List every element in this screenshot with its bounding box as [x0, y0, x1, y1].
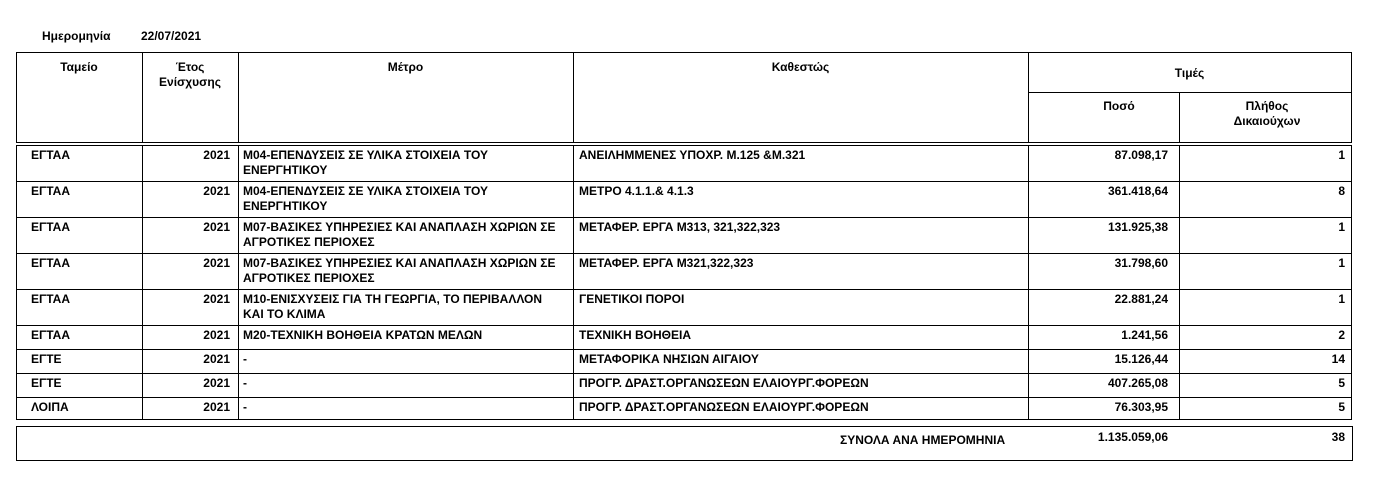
row-6-measure: Μ20-ΤΕΧΝΙΚΗ ΒΟΗΘΕΙΑ ΚΡΑΤΩΝ ΜΕΛΩΝ	[243, 328, 483, 342]
row-8-amount: 407.265,08	[1107, 376, 1168, 390]
row-5-measure: Μ10-ΕΝΙΣΧΥΣΕΙΣ ΓΙΑ ΤΗ ΓΕΩΡΓΙΑ, ΤΟ ΠΕΡΙΒΑΛΛΟΝ ΚΑΙ ΤΟ ΚΛΙΜΑ	[243, 292, 543, 321]
row-6-year: 2021	[203, 328, 230, 342]
header-beneficiaries: Πλήθος Δικαιούχων	[1233, 99, 1301, 128]
row-3-measure: Μ07-ΒΑΣΙΚΕΣ ΥΠΗΡΕΣΙΕΣ ΚΑΙ ΑΝΑΠΛΑΣΗ ΧΩΡΙΩΝ ΣΕ ΑΓΡΟΤΙΚΕΣ ΠΕΡΙΟΧΕΣ	[243, 220, 556, 249]
row-8-year: 2021	[203, 376, 230, 390]
row-5-fund: ΕΓΤΑΑ	[31, 292, 70, 306]
row-5-status: ΓΕΝΕΤΙΚΟΙ ΠΟΡΟΙ	[579, 292, 685, 306]
row-9-amount: 76.303,95	[1114, 400, 1168, 414]
row-2-beneficiaries: 8	[1338, 184, 1345, 198]
row-3-fund: ΕΓΤΑΑ	[31, 220, 70, 234]
row-2-measure: Μ04-ΕΠΕΝΔΥΣΕΙΣ ΣΕ ΥΛΙΚΑ ΣΤΟΙΧΕΙΑ ΤΟΥ ΕΝΕΡΓΗΤΙΚΟΥ	[243, 184, 488, 213]
header-year: Έτος Ενίσχυσης	[159, 60, 221, 89]
row-9-fund: ΛΟΙΠΑ	[31, 400, 69, 414]
row-1-beneficiaries: 1	[1338, 148, 1345, 162]
totals-amount: 1.135.059,06	[1097, 430, 1168, 444]
row-4-fund: ΕΓΤΑΑ	[31, 256, 70, 270]
row-4-year: 2021	[203, 256, 230, 270]
row-9-measure: -	[243, 400, 247, 414]
header-amount: Ποσό	[1103, 99, 1135, 113]
row-3-amount: 131.925,38	[1107, 220, 1168, 234]
totals-beneficiaries: 38	[1331, 430, 1345, 444]
row-4-measure: Μ07-ΒΑΣΙΚΕΣ ΥΠΗΡΕΣΙΕΣ ΚΑΙ ΑΝΑΠΛΑΣΗ ΧΩΡΙΩΝ ΣΕ ΑΓΡΟΤΙΚΕΣ ΠΕΡΙΟΧΕΣ	[243, 256, 556, 285]
row-2-fund: ΕΓΤΑΑ	[31, 184, 70, 198]
header-values-group: Τιμές	[1174, 66, 1205, 80]
row-7-year: 2021	[203, 352, 230, 366]
date-label: Ημερομηνία	[42, 29, 111, 43]
row-9-status: ΠΡΟΓΡ. ΔΡΑΣΤ.ΟΡΓΑΝΩΣΕΩΝ ΕΛΑΙΟΥΡΓ.ΦΟΡΕΩΝ	[579, 400, 869, 414]
row-2-amount: 361.418,64	[1107, 184, 1168, 198]
row-2-status: ΜΕΤΡΟ 4.1.1.& 4.1.3	[579, 184, 694, 198]
header-fund: Ταμείο	[60, 60, 98, 74]
row-3-status: ΜΕΤΑΦΕΡ. ΕΡΓΑ Μ313, 321,322,323	[579, 220, 781, 234]
row-1-year: 2021	[203, 148, 230, 162]
row-7-measure: -	[243, 352, 247, 366]
row-7-amount: 15.126,44	[1114, 352, 1168, 366]
row-9-beneficiaries: 5	[1338, 400, 1345, 414]
header-measure: Μέτρο	[387, 60, 424, 74]
row-4-status: ΜΕΤΑΦΕΡ. ΕΡΓΑ Μ321,322,323	[579, 256, 754, 270]
row-5-amount: 22.881,24	[1114, 292, 1168, 306]
row-6-status: ΤΕΧΝΙΚΗ ΒΟΗΘΕΙΑ	[579, 328, 692, 342]
row-7-beneficiaries: 14	[1331, 352, 1345, 366]
row-2-year: 2021	[203, 184, 230, 198]
row-8-status: ΠΡΟΓΡ. ΔΡΑΣΤ.ΟΡΓΑΝΩΣΕΩΝ ΕΛΑΙΟΥΡΓ.ΦΟΡΕΩΝ	[579, 376, 869, 390]
row-4-amount: 31.798,60	[1114, 256, 1168, 270]
row-8-fund: ΕΓΤΕ	[31, 376, 62, 390]
date-value: 22/07/2021	[141, 29, 202, 43]
row-1-amount: 87.098,17	[1114, 148, 1168, 162]
header-status: Καθεστώς	[771, 60, 830, 74]
row-6-beneficiaries: 2	[1338, 328, 1345, 342]
row-9-year: 2021	[203, 400, 230, 414]
row-1-measure: Μ04-ΕΠΕΝΔΥΣΕΙΣ ΣΕ ΥΛΙΚΑ ΣΤΟΙΧΕΙΑ ΤΟΥ ΕΝΕΡΓΗΤΙΚΟΥ	[243, 148, 488, 177]
row-1-status: ΑΝΕΙΛΗΜΜΕΝΕΣ ΥΠΟΧΡ. Μ.125 &Μ.321	[579, 148, 806, 162]
row-5-year: 2021	[203, 292, 230, 306]
totals-label: ΣΥΝΟΛΑ ΑΝΑ ΗΜΕΡΟΜΗΝΙΑ	[840, 433, 1006, 447]
row-1-fund: ΕΓΤΑΑ	[31, 148, 70, 162]
row-7-status: ΜΕΤΑΦΟΡΙΚΑ ΝΗΣΙΩΝ ΑΙΓΑΙΟΥ	[579, 352, 759, 366]
row-6-amount: 1.241,56	[1121, 328, 1168, 342]
row-8-beneficiaries: 5	[1338, 376, 1345, 390]
row-3-beneficiaries: 1	[1338, 220, 1345, 234]
row-4-beneficiaries: 1	[1338, 256, 1345, 270]
row-7-fund: ΕΓΤΕ	[31, 352, 62, 366]
row-6-fund: ΕΓΤΑΑ	[31, 328, 70, 342]
row-3-year: 2021	[203, 220, 230, 234]
row-5-beneficiaries: 1	[1338, 292, 1345, 306]
row-8-measure: -	[243, 376, 247, 390]
